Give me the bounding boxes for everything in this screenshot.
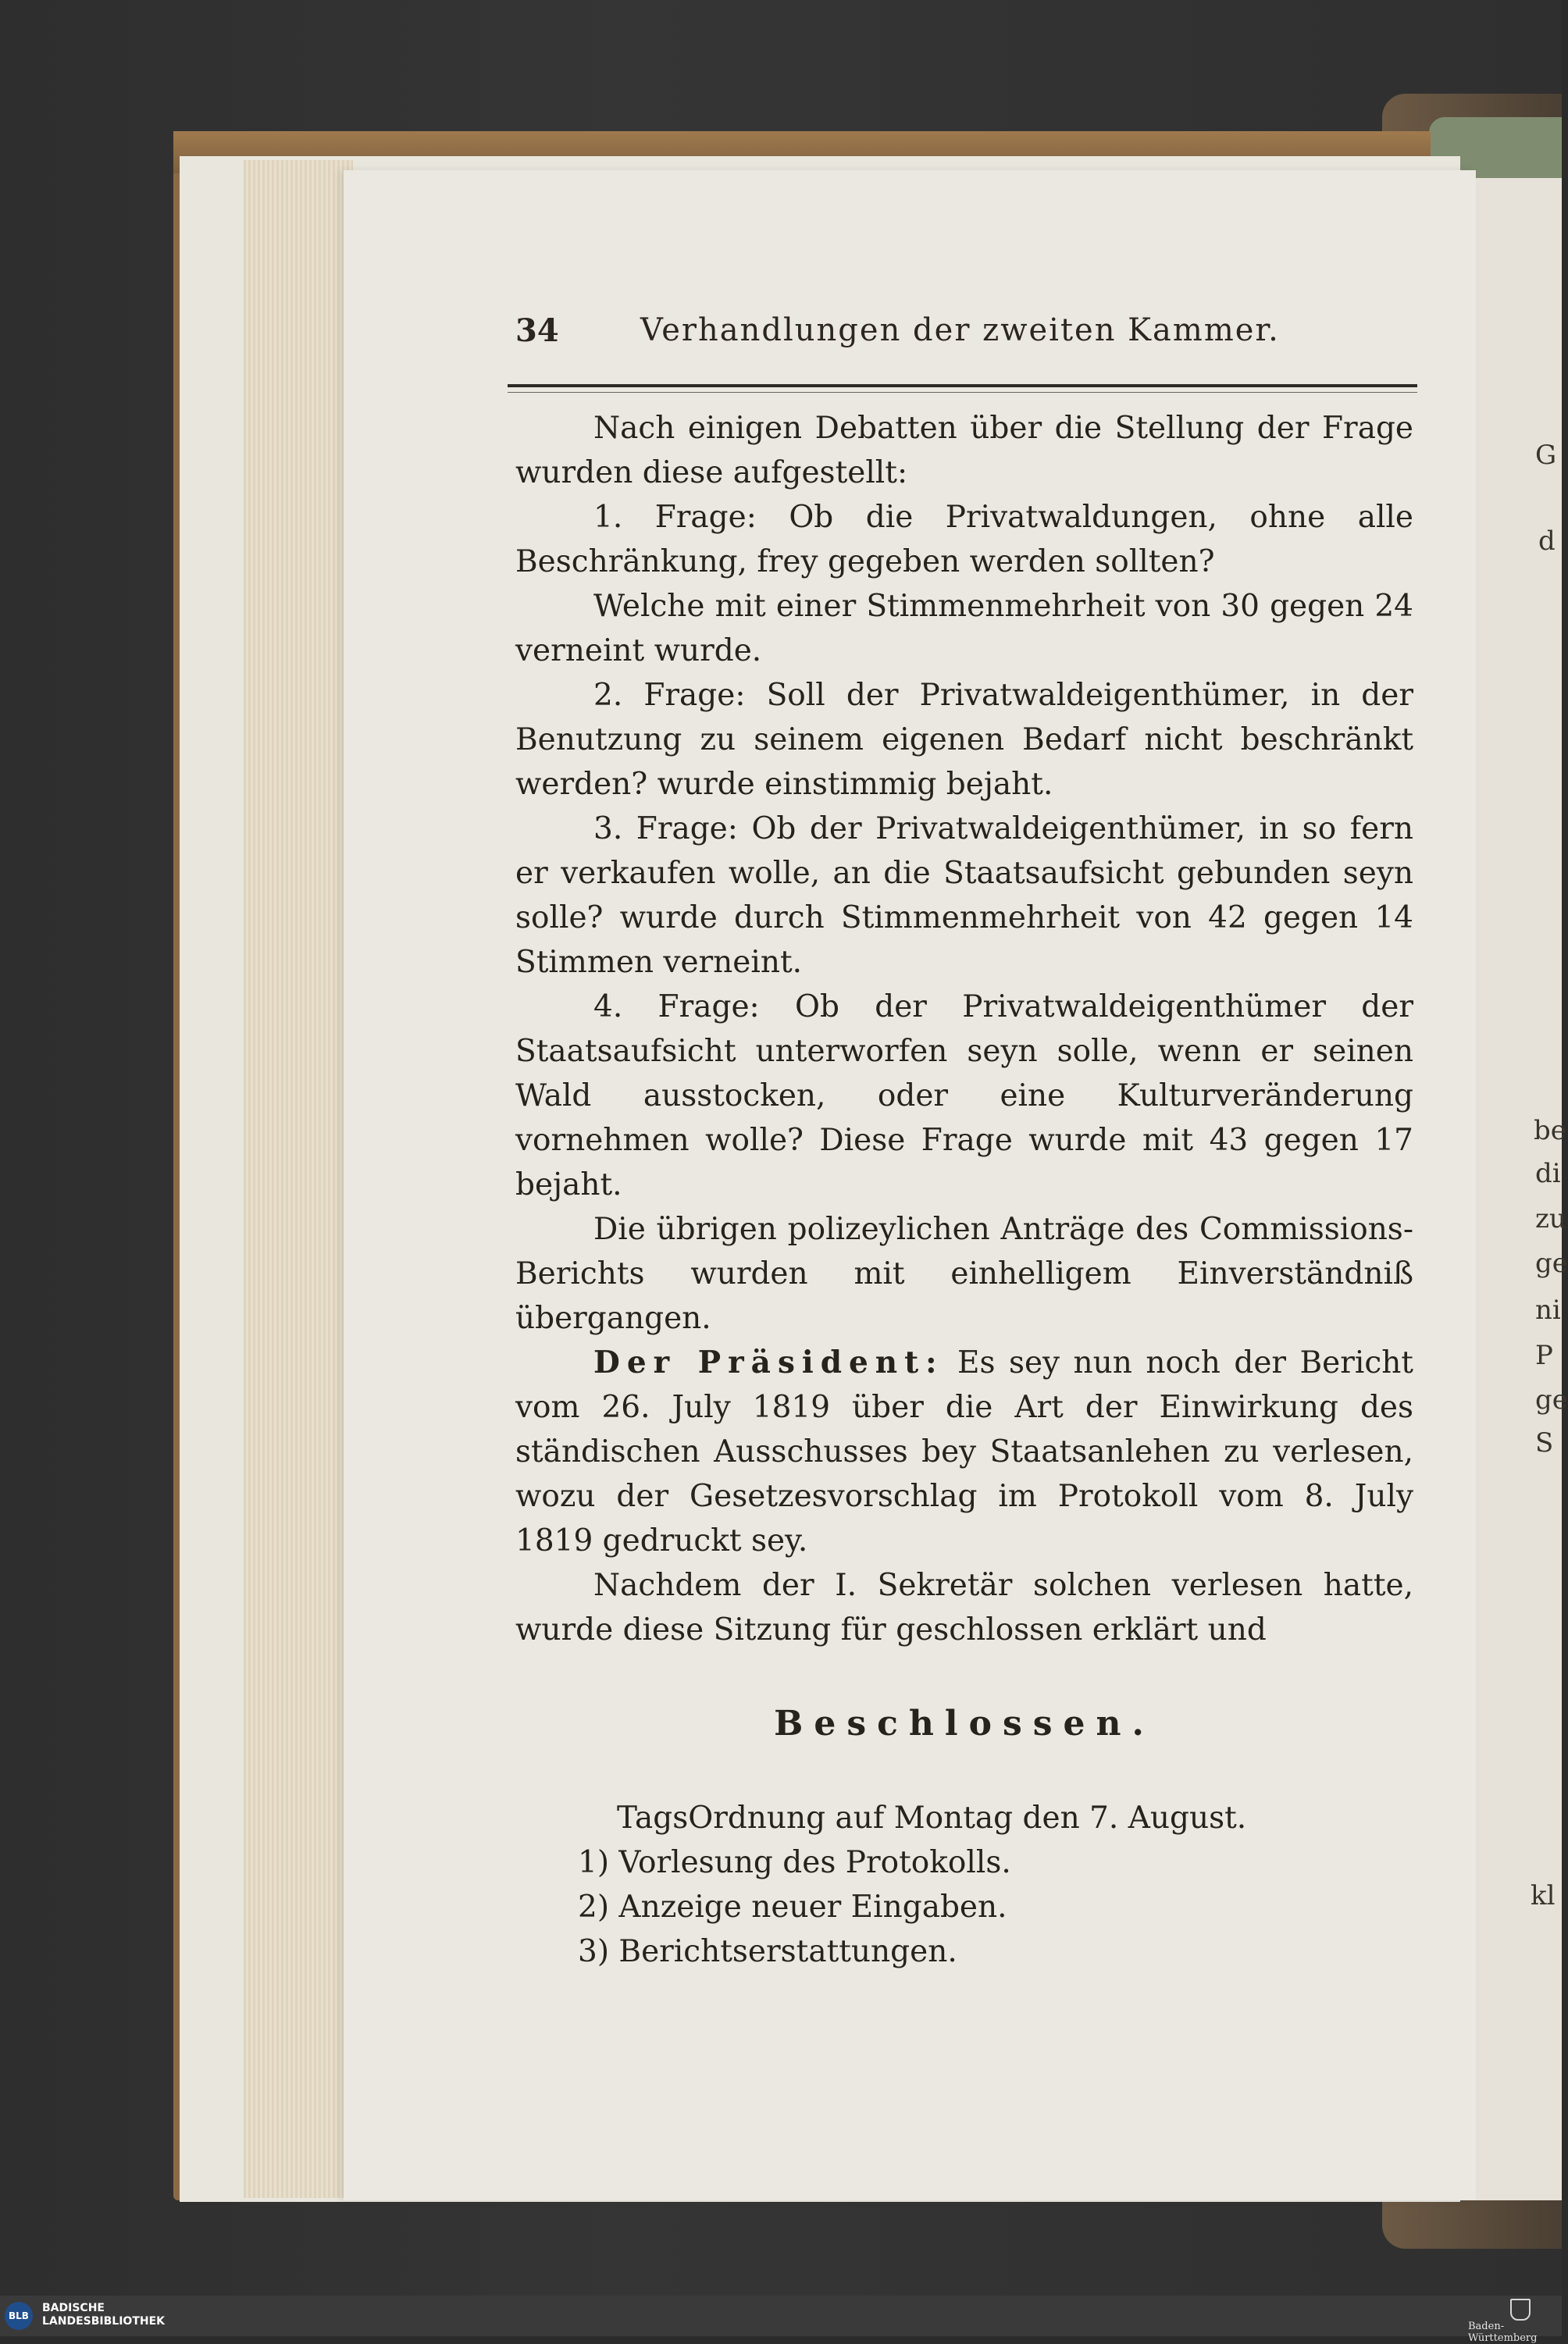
running-title: Verhandlungen der zweiten Kammer.: [640, 312, 1280, 348]
header-rule: [508, 384, 1417, 387]
speaker-label: Der Präsident:: [593, 1345, 944, 1380]
agenda-title: TagsOrdnung auf Montag den 7. August.: [617, 1801, 1247, 1836]
speaker-text: Es sey nun noch der Bericht vom 26. July 1819 über die Art der Einwirkung des ständischen Ausschusses bey Staatsanlehen zu verlesen, wozu der Gesetzesvorschlag im Protokoll vom 8. July 1819 gedruckt sey.: [515, 1345, 1413, 1559]
library-name-line1: BADISCHE: [42, 2302, 105, 2314]
agenda-list: [515, 1840, 1413, 1974]
paragraph: 3. Frage: Ob der Privatwaldeigenthümer, in so fern er verkaufen wolle, an die Staatsaufsicht gebunden seyn solle? wurde durch Stimmenmehrheit von 42 gegen 14 Stimmen verneint.: [515, 811, 1413, 980]
agenda-item: 1) Vorlesung des Protokolls.: [578, 1845, 1011, 1880]
agenda-item: 2) Anzeige neuer Eingaben.: [578, 1890, 1007, 1925]
region-label: Baden-Württemberg: [1468, 2321, 1538, 2344]
facing-page-fragment: ni: [1535, 1295, 1561, 1326]
paragraph: 2. Frage: Soll der Privatwaldeigenthümer, in der Benutzung zu seinem eigenen Bedarf nicht beschränkt werden? wurde einstimmig bejaht.: [515, 678, 1413, 802]
page-edges: [244, 160, 353, 2198]
facing-page-fragment: G: [1535, 440, 1557, 471]
footer-bar: [0, 2296, 1562, 2336]
facing-page-fragment: ge: [1535, 1384, 1568, 1416]
page-number: 34: [515, 312, 559, 349]
page-body: [515, 406, 1413, 1974]
facing-page: [1476, 178, 1568, 2200]
paragraph: Welche mit einer Stimmenmehrheit von 30 gegen 24 verneint wurde.: [515, 589, 1413, 668]
library-logo: BLB: [5, 2302, 33, 2330]
paragraph: Die übrigen polizeylichen Anträge des Commissions-Berichts wurden mit einhelligem Einverständniß übergangen.: [515, 1212, 1413, 1336]
library-name: [42, 2302, 165, 2328]
facing-page-fragment: ge: [1535, 1248, 1568, 1279]
facing-page-fragment: be: [1534, 1115, 1566, 1146]
crest-icon: [1510, 2299, 1531, 2321]
agenda-item: 3) Berichtserstattungen.: [578, 1934, 957, 1969]
closing-heading: Beschlossen.: [774, 1704, 1155, 1744]
facing-page-fragment: di: [1535, 1158, 1561, 1189]
facing-page-fragment: kl: [1531, 1880, 1556, 1911]
paragraph: 4. Frage: Ob der Privatwaldeigenthümer der Staatsaufsicht unterworfen seyn solle, wenn er seinen Wald ausstocken, oder eine Kulturveränderung vornehmen wolle? Diese Frage wurde mit 43 gegen 17 bejaht.: [515, 989, 1413, 1202]
library-name-line2: LANDESBIBLIOTHEK: [42, 2315, 166, 2328]
president-paragraph: [515, 1341, 1413, 1563]
facing-page-fragment: P: [1535, 1340, 1553, 1371]
running-head: [515, 312, 1406, 359]
facing-page-fragment: d: [1538, 525, 1556, 557]
paragraph: 1. Frage: Ob die Privatwaldungen, ohne alle Beschränkung, frey gegeben werden sollten?: [515, 500, 1413, 579]
header-rule-thin: [508, 392, 1417, 393]
facing-page-fragment: S: [1535, 1427, 1554, 1459]
paragraph: Nachdem der I. Sekretär solchen verlesen hatte, wurde diese Sitzung für geschlossen erklärt und: [515, 1568, 1413, 1648]
paragraph: Nach einigen Debatten über die Stellung der Frage wurden diese aufgestellt:: [515, 411, 1413, 490]
facing-page-fragment: zu: [1535, 1203, 1566, 1234]
